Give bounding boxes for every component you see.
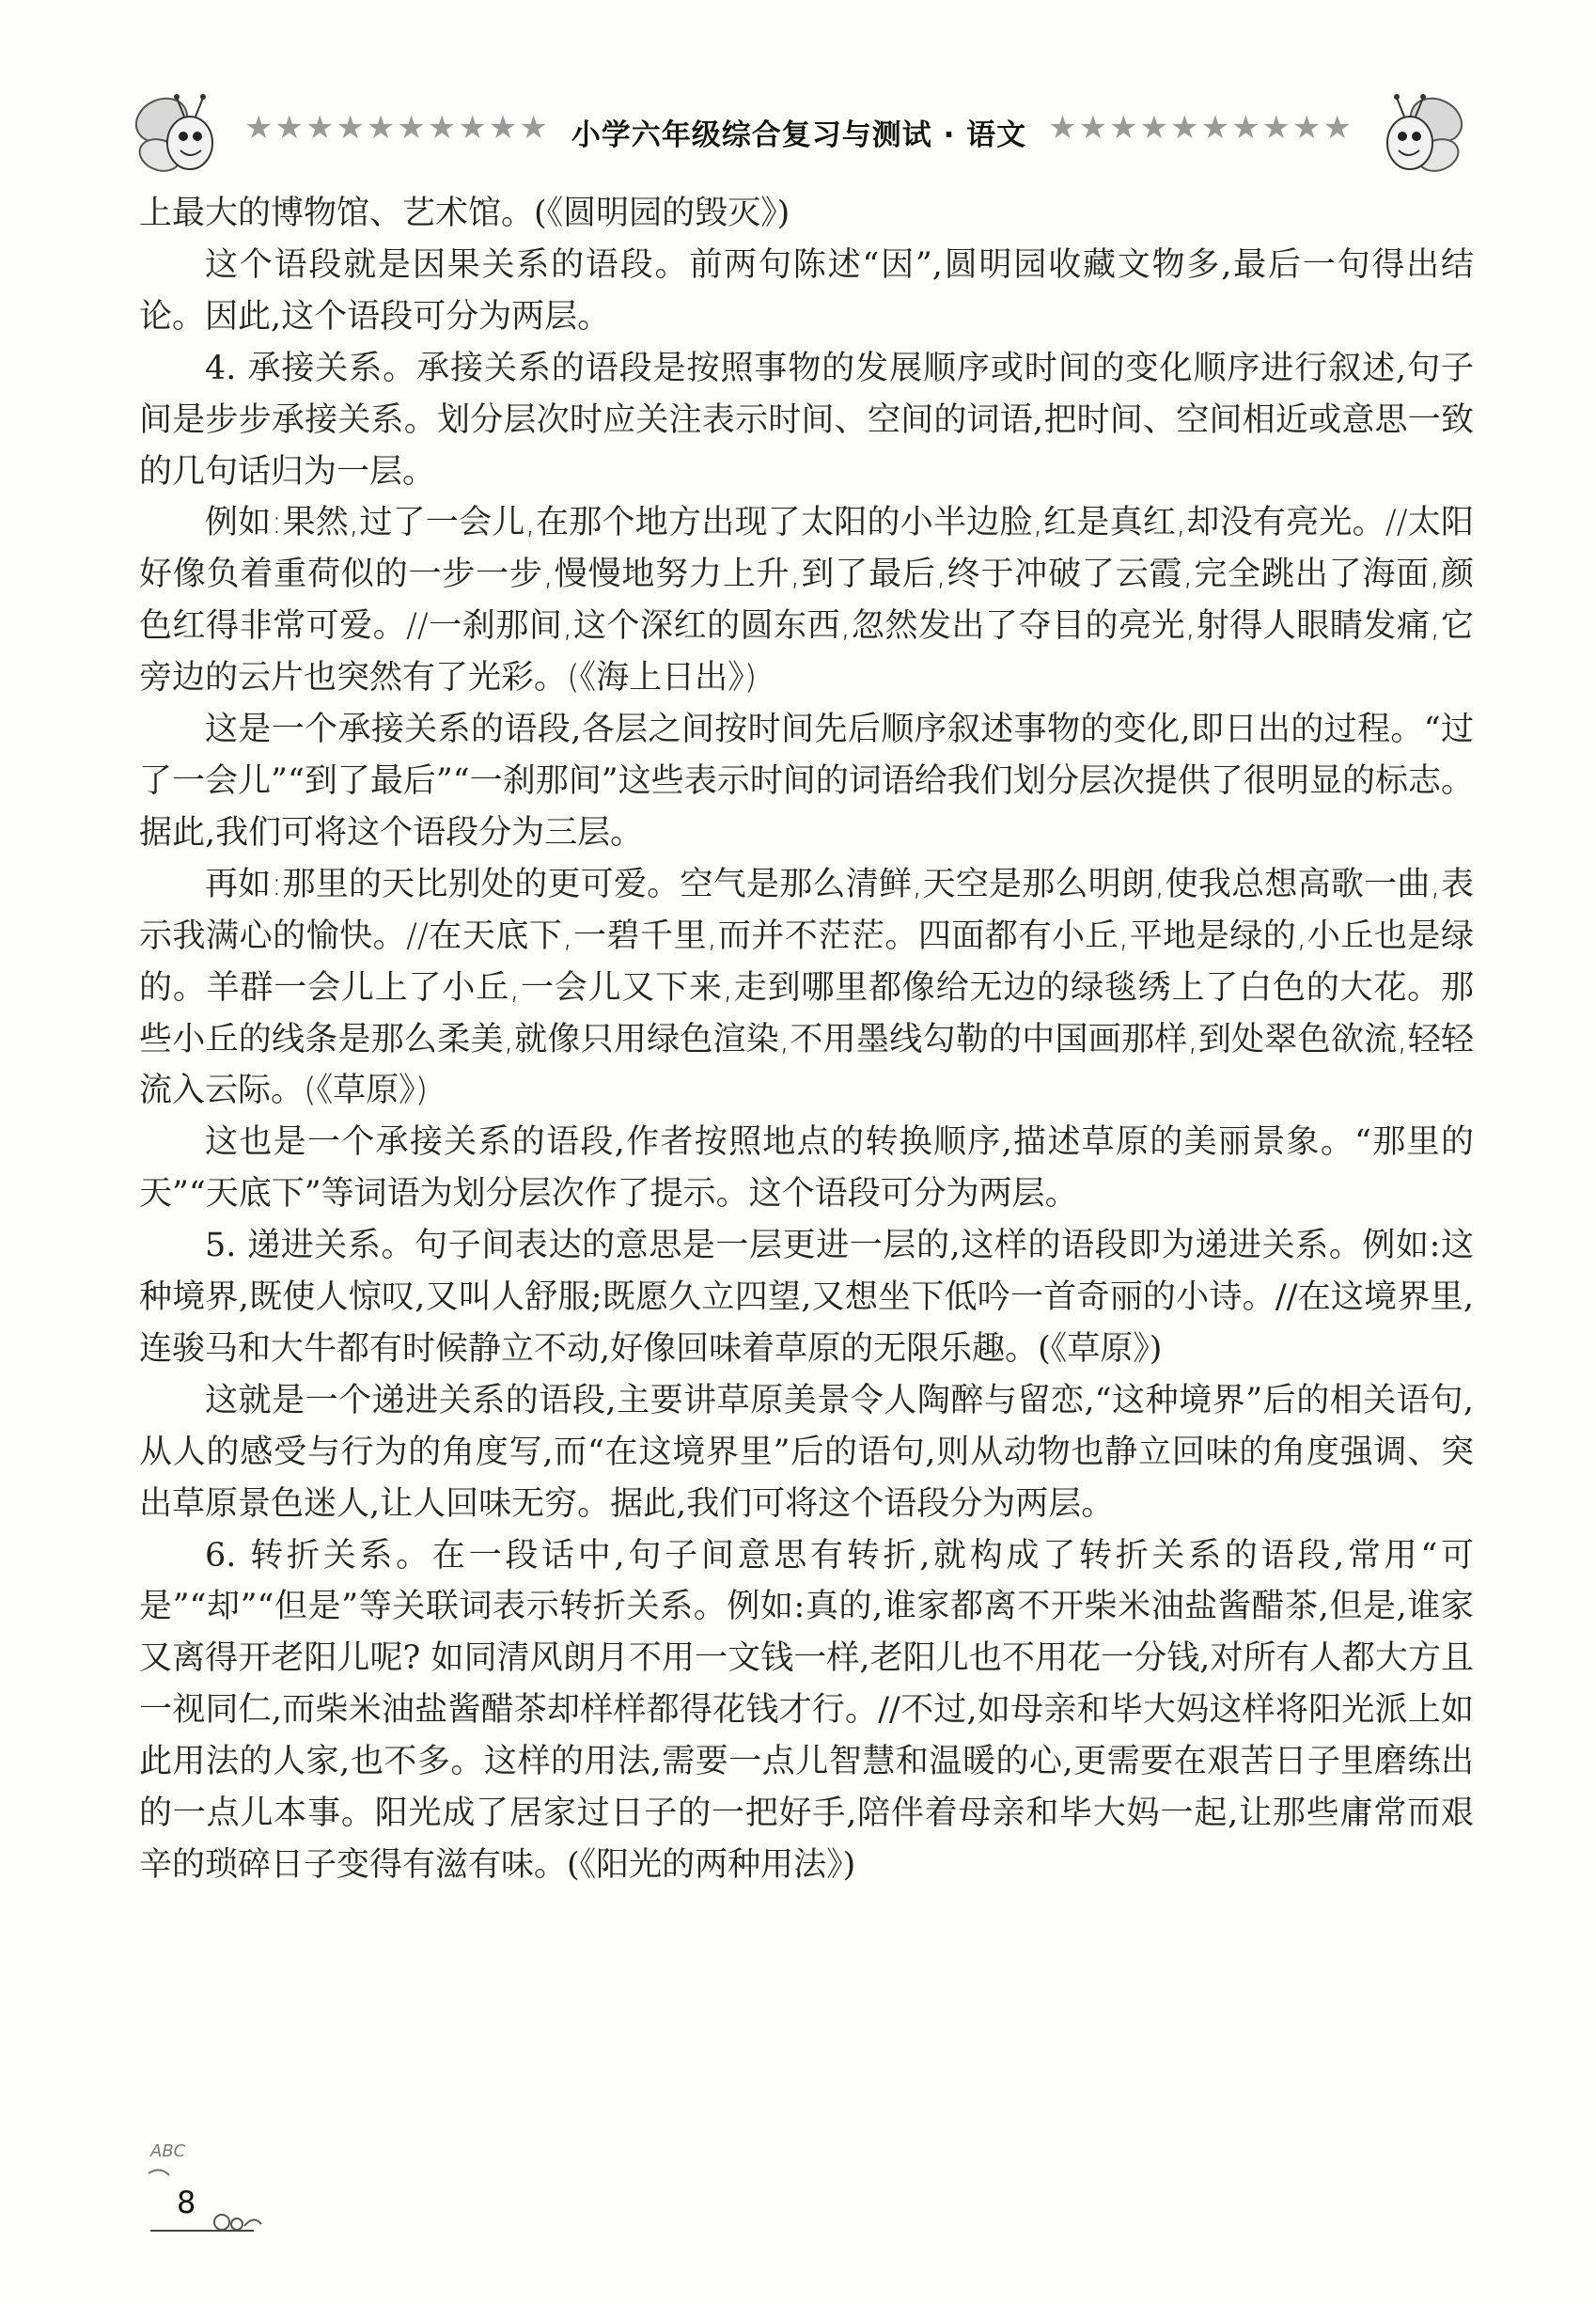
page-header [122, 68, 1476, 190]
paragraph: 6. 转折关系。在一段话中,句子间意思有转折,就构成了转折关系的语段,常用“可是”“却”“但是”等关联词表示转折关系。例如:真的,谁家都离不开柴米油盐酱醋茶,但是,谁家又离得开老阳儿呢? 如同清风朗月不用一文钱一样,老阳儿也不用花一分钱,对所有人都大方且一视同仁,而柴米油盐酱醋茶却样样都得花钱才行。//不过,如母亲和毕大妈这样将阳光派上如此用法的人家,也不多。这样的用法,需要一点儿智慧和温暖的心,更需要在艰苦日子里磨练出的一点儿本事。阳光成了居家过日子的一把好手,陪伴着母亲和毕大妈一起,让那些庸常而艰辛的琐碎日子变得有滋有味。(《阳光的两种用法》) [139, 1536, 1474, 1884]
paragraph: 4. 承接关系。承接关系的语段是按照事物的发展顺序或时间的变化顺序进行叙述,句子间是步步承接关系。划分层次时应关注表示时间、空间的词语,把时间、空间相近或意思一致的几句话归为一层。 [139, 349, 1474, 491]
page-number: 8 [177, 2185, 196, 2220]
paragraph: 这也是一个承接关系的语段,作者按照地点的转换顺序,描述草原的美丽景象。“那里的天”“天底下”等词语为划分层次作了提示。这个语段可分为两层。 [139, 1123, 1474, 1214]
page-footer [132, 2132, 282, 2245]
paragraph: 这是一个承接关系的语段,各层之间按时间先后顺序叙述事物的变化,即日出的过程。“过了一会儿”“到了最后”“一刹那间”这些表示时间的词语给我们划分层次提供了很明显的标志。据此,我们可将这个语段分为三层。 [139, 711, 1474, 852]
paragraph: 这个语段就是因果关系的语段。前两句陈述“因”,圆明园收藏文物多,最后一句得出结论。因此,这个语段可分为两层。 [139, 245, 1474, 336]
footer-logo-text: ABC [150, 2141, 186, 2161]
paragraph: 5. 递进关系。句子间表达的意思是一层更进一层的,这样的语段即为递进关系。例如:这种境界,既使人惊叹,又叫人舒服;既愿久立四望,又想坐下低吟一首奇丽的小诗。//在这境界里,连骏马和大牛都有时候静立不动,好像回味着草原的无限乐趣。(《草原》) [139, 1227, 1474, 1368]
example-paragraph: 例如:果然,过了一会儿,在那个地方出现了太阳的小半边脸,红是真红,却没有亮光。//太阳好像负着重荷似的一步一步,慢慢地努力上升,到了最后,终于冲破了云霞,完全跳出了海面,颜色红得非常可爱。//一刹那间,这个深红的圆东西,忽然发出了夺目的亮光,射得人眼睛发痛,它旁边的云片也突然有了光彩。(《海上日出》) [139, 504, 1474, 697]
paragraph: 上最大的博物馆、艺术馆。(《圆明园的毁灭》) [139, 195, 790, 232]
decorative-stars-left: ★★★★★★★★★★ [244, 109, 550, 147]
paragraph: 这就是一个递进关系的语段,主要讲草原美景令人陶醉与留恋,“这种境界”后的相关语句,从人的感受与行为的角度写,而“在这境界里”后的语句,则从动物也静立回味的角度强调、突出草原景色迷人,让人回味无穷。据此,我们可将这个语段分为两层。 [139, 1381, 1474, 1523]
page-title: 小学六年级综合复习与测试 · 语文 [571, 118, 1027, 152]
footer-decoration-icon [132, 2132, 282, 2245]
decorative-stars-right: ★★★★★★★★★★ [1048, 109, 1353, 147]
example-paragraph: 再如:那里的天比别处的更可爱。空气是那么清鲜,天空是那么明朗,使我总想高歌一曲,表示我满心的愉快。//在天底下,一碧千里,而并不茫茫。四面都有小丘,平地是绿的,小丘也是绿的。羊群一会儿上了小丘,一会儿又下来,走到哪里都像给无边的绿毯绣上了白色的大花。那些小丘的线条是那么柔美,就像只用绿色渲染,不用墨线勾勒的中国画那样,到处翠色欲流,轻轻流入云际。(《草原》) [139, 865, 1474, 1110]
bee-mascot-icon [1372, 85, 1466, 188]
article-body [139, 188, 1474, 1891]
